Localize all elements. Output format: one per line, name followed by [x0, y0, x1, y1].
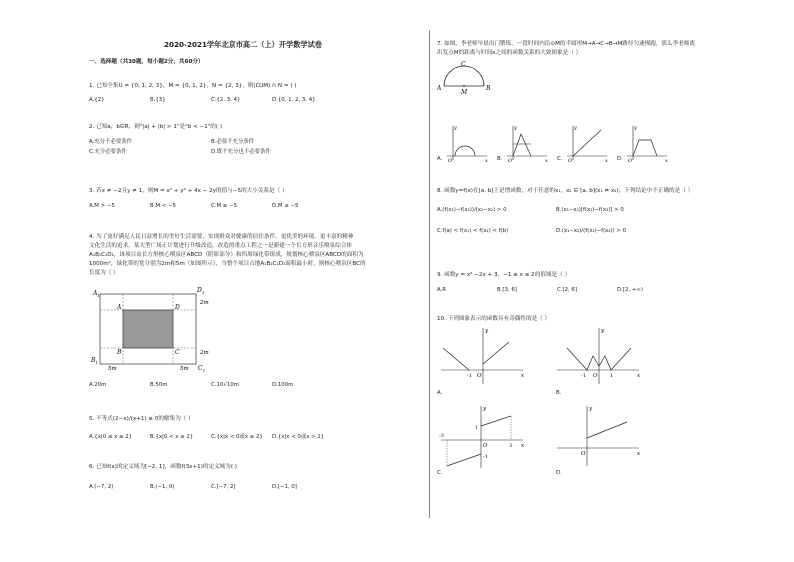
svg-text:A: A — [117, 304, 122, 311]
q6-option-c[interactable]: C.[−7, 2] — [211, 484, 236, 490]
column-divider — [429, 30, 430, 518]
q8-option-a[interactable]: A.(f(x₁)−f(x₂))/(x₁−x₂) > 0 — [437, 207, 507, 213]
svg-text:C: C — [175, 349, 180, 356]
q10-option-b[interactable]: B. — [556, 390, 562, 396]
q1-option-a[interactable]: A.{2} — [89, 97, 105, 103]
q2-option-d[interactable]: D.既不充分也不必要条件 — [211, 149, 271, 155]
q6-option-a[interactable]: A.(−7, 2) — [89, 484, 114, 490]
svg-text:y: y — [485, 328, 489, 334]
q9-option-b[interactable]: B.[3, 6] — [497, 287, 517, 293]
core-fountain-area — [123, 310, 173, 348]
svg-text:O: O — [508, 158, 513, 164]
svg-text:O: O — [593, 373, 598, 379]
q7-graph-c[interactable] — [561, 122, 611, 162]
q2-option-b[interactable]: B.必要不充分条件 — [211, 139, 255, 145]
q9-option-c[interactable]: C.[2, 6] — [557, 287, 577, 293]
question-6-stem: 6. 已知f(x)的定义域为[−2, 1]，函数f(3x+1)的定义域为( ) — [89, 464, 237, 470]
svg-text:x: x — [545, 158, 548, 164]
q10-graph-d[interactable] — [553, 404, 643, 470]
q2-option-c[interactable]: C.充分必要条件 — [89, 149, 127, 155]
question-4-line-2: 文化生活的追求，某大型广场正计划进行升级改造，改造的重点工程之一是新建一个长方形音乐喷泉综合体 — [89, 243, 352, 249]
svg-text:y: y — [514, 125, 517, 131]
question-1-stem: 1. 已知全集U = {0, 1, 2, 3}，M = {0, 1, 2}，N = {2, 3}，则(∁UM) ∩ N = ( ) — [89, 83, 297, 89]
q5-option-c[interactable]: C.{x|x < 0或x ≥ 2} — [211, 434, 263, 440]
svg-text:O: O — [477, 373, 482, 379]
q10-option-d[interactable]: D. — [556, 470, 562, 476]
svg-text:D: D — [175, 304, 180, 311]
q7-option-c[interactable]: C. — [557, 156, 563, 162]
section-heading: 一、选择题（共30题，每小题2分，共60分） — [89, 59, 204, 65]
q4-option-c[interactable]: C.10√10m — [211, 382, 239, 388]
question-4-line-3: A₁B₁C₁D₁，该项目由长方形核心喷泉区ABCD（阴影部分）和四周绿化带组成，规划核心喷泉区ABCD的面积为 — [89, 252, 364, 258]
svg-text:x: x — [605, 158, 608, 164]
q7-graph-b[interactable] — [501, 122, 551, 162]
question-8-stem: 8. 函数y=f(x)在[a, b]上是增函数，对于任意的x₁，x₂ ∈ [a, b](x₁ ≠ x₂)，下列结论中不正确的是（ ） — [437, 188, 694, 194]
svg-text:x: x — [521, 373, 525, 379]
svg-text:y: y — [634, 125, 637, 131]
svg-text:B: B — [486, 85, 491, 92]
svg-text:y: y — [574, 125, 577, 131]
q7-graph-d[interactable] — [621, 122, 671, 162]
question-4-line-5: 长度为（ ） — [89, 270, 119, 276]
svg-text:5m: 5m — [108, 366, 117, 372]
svg-text:C1: $C_1$ — [198, 365, 206, 373]
svg-text:y: y — [601, 328, 605, 334]
svg-text:O: O — [581, 451, 586, 457]
svg-text:x: x — [665, 158, 668, 164]
svg-text:3: 3 — [509, 443, 513, 449]
q9-option-d[interactable]: D.[2, +∞) — [617, 287, 643, 293]
q8-option-c[interactable]: C.f(a) < f(x₁) < f(x₂) < f(b) — [437, 228, 509, 234]
question-5-stem: 5. 不等式(2−x)/(x+1) ≥ 0的解集为（ ） — [89, 416, 194, 422]
q5-option-b[interactable]: B.{x|0 < x ≤ 2} — [150, 434, 194, 440]
q8-option-d[interactable]: D.(x₁−x₂)/(f(x₁)−f(x₂)) > 0 — [556, 228, 627, 234]
svg-text:O: O — [448, 158, 453, 164]
q1-option-d[interactable]: D.{0, 1, 2, 3, 4} — [272, 97, 316, 103]
svg-text:1: 1 — [475, 425, 479, 431]
q7-option-b[interactable]: B. — [497, 156, 503, 162]
q10-graph-a[interactable] — [437, 326, 527, 386]
q7-graph-a[interactable] — [441, 122, 491, 162]
q1-option-c[interactable]: C.{2, 3, 4} — [211, 97, 241, 103]
svg-text:y: y — [454, 125, 457, 131]
q4-option-d[interactable]: D.100m — [272, 382, 294, 388]
q4-option-a[interactable]: A.20m — [89, 382, 107, 388]
q2-option-a[interactable]: A.充分不必要条件 — [89, 139, 133, 145]
q4-option-b[interactable]: B.50m — [150, 382, 168, 388]
q7-option-a[interactable]: A. — [437, 156, 443, 162]
q10-graph-b[interactable] — [553, 326, 643, 386]
svg-text:A1: $A_1$ — [93, 290, 100, 298]
svg-text:x: x — [521, 443, 525, 449]
q7-semicircle-figure — [436, 60, 492, 104]
question-4-line-1: 4. 为了更好满足人民日益增长的美好生活需要，实现群众对健康的居住条件、更优美的环境、更丰富的精神 — [89, 234, 354, 240]
svg-text:2m: 2m — [200, 300, 209, 306]
svg-text:B1: $B_1$ — [91, 357, 98, 365]
svg-text:M: M — [461, 89, 468, 96]
svg-text:B: B — [117, 349, 122, 356]
question-3-stem: 3. 若x ≠ −2且y ≠ 1，则M = x² + y² + 4x − 2y的值与−5的大小关系是（ ） — [89, 188, 288, 194]
q7-option-d[interactable]: D. — [617, 156, 623, 162]
q3-option-a[interactable]: A.M > −5 — [89, 203, 115, 209]
q3-option-b[interactable]: B.M < −5 — [150, 203, 176, 209]
q5-option-a[interactable]: A.{x|0 ≤ x ≤ 2} — [89, 434, 133, 440]
q5-option-d[interactable]: D.{x|x < 0或x > 2} — [272, 434, 325, 440]
question-4-line-4: 1000m²，绿化带的宽分别为2m和5m（如图所示），当整个项目占地A₁B₁C₁D₁面积最小时，则核心喷泉区BC的 — [89, 261, 366, 267]
svg-text:y: y — [589, 406, 593, 412]
q10-option-a[interactable]: A. — [437, 390, 443, 396]
svg-text:5m: 5m — [180, 366, 189, 372]
question-7-line-1: 7. 如图，李老师早晨出门锻炼，一段时间内沿⊙M的半圆形M→A→C→B→M路径匀速慢跑，那么李老师离 — [437, 41, 695, 47]
q3-option-c[interactable]: C.M ≥ −5 — [211, 203, 238, 209]
q4-figure — [88, 286, 218, 376]
svg-text:x: x — [485, 158, 488, 164]
q10-graph-c[interactable] — [437, 404, 527, 470]
svg-text:C: C — [461, 61, 466, 68]
question-7-line-2: 出发点M的距离与时间x之间的函数关系的大致图象是（ ） — [437, 50, 582, 56]
svg-text:x: x — [637, 451, 641, 457]
svg-text:O: O — [628, 158, 633, 164]
svg-text:O: O — [483, 443, 488, 449]
svg-text:-1: -1 — [483, 454, 488, 460]
svg-text:2m: 2m — [200, 350, 209, 356]
q3-option-d[interactable]: D.M ≤ −5 — [272, 203, 299, 209]
svg-text:-1: -1 — [581, 373, 586, 379]
q1-option-b[interactable]: B.{3} — [150, 97, 166, 103]
svg-text:1: 1 — [610, 373, 614, 379]
svg-text:O: O — [568, 158, 573, 164]
svg-text:D1: $D_1$ — [197, 287, 205, 295]
question-10-stem: 10. 下列图象表示的函数具有奇偶性的是（ ） — [437, 316, 551, 322]
question-2-stem: 2. 已知a，b∈R，则"|a| + |b| > 1"是"b < −1"的( ) — [89, 124, 223, 130]
svg-text:y: y — [483, 406, 487, 412]
svg-text:-1: -1 — [467, 373, 472, 379]
q10-option-c[interactable]: C. — [437, 470, 443, 476]
q6-option-d[interactable]: D.[−1, 0] — [272, 484, 297, 490]
q6-option-b[interactable]: B.(−1, 0) — [150, 484, 175, 490]
svg-text:A: A — [437, 85, 442, 92]
q9-option-a[interactable]: A.R — [437, 287, 447, 293]
question-9-stem: 9. 函数y = x² −2x + 3，−1 ≤ x ≤ 2的值域是（ ） — [437, 272, 571, 278]
svg-text:-3: -3 — [439, 433, 444, 439]
q8-option-b[interactable]: B.(x₁−x₂)[f(x₁)−f(x₂)] > 0 — [556, 207, 624, 213]
page-title: 2020-2021学年北京市高二（上）开学数学试卷 — [164, 40, 322, 49]
svg-text:x: x — [637, 373, 641, 379]
